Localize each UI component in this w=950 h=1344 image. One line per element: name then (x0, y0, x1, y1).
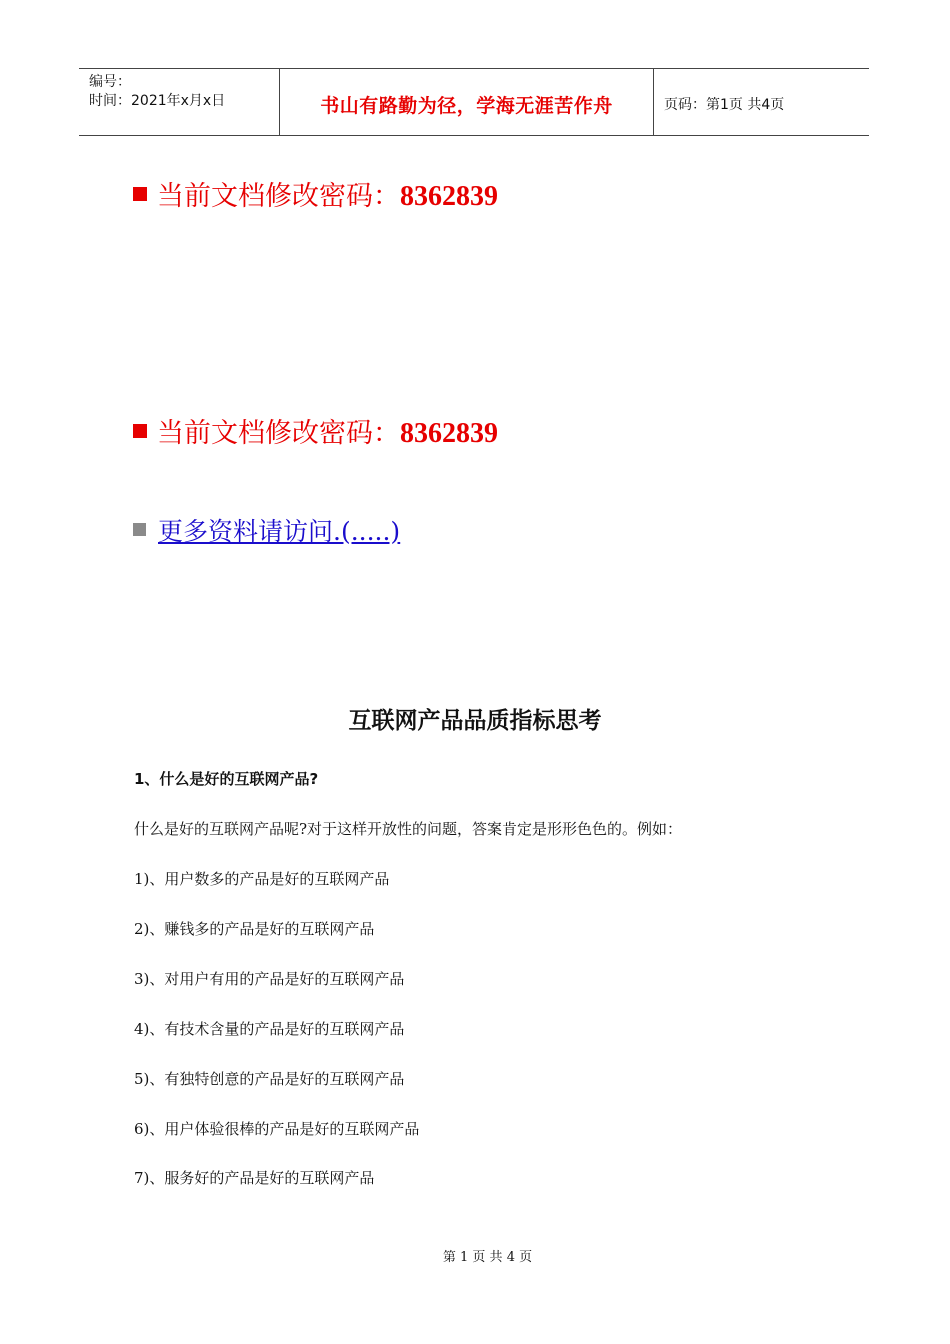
header-page-cell (654, 69, 869, 135)
document-title: 互联网产品品质指标思考 (348, 708, 602, 734)
header-motto-cell (280, 69, 654, 135)
password-notice (133, 411, 498, 450)
header-meta-cell (79, 69, 280, 135)
section-intro: 什么是好的互联网产品呢?对于这样开放性的问题，答案肯定是形形色色的。例如： (134, 820, 683, 838)
red-square-bullet-icon (133, 187, 147, 201)
list-item: 6)、用户体验很棒的产品是好的互联网产品 (134, 1120, 420, 1138)
notice-text: 当前文档修改密码： (157, 181, 400, 212)
list-item: 4)、有技术含量的产品是好的互联网产品 (134, 1020, 405, 1038)
page-header (79, 68, 869, 136)
page-footer: 第 1 页 共 4 页 (442, 1250, 533, 1265)
list-item: 5)、有独特创意的产品是好的互联网产品 (134, 1070, 405, 1088)
list-item: 3)、对用户有用的产品是好的互联网产品 (134, 970, 405, 988)
list-item: 7)、服务好的产品是好的互联网产品 (134, 1169, 375, 1187)
list-item: 2)、赚钱多的产品是好的互联网产品 (134, 920, 375, 938)
more-resources-link[interactable]: 更多资料请访问.(.....) (158, 517, 401, 546)
page-info: 页码：第1页 共4页 (664, 97, 785, 113)
red-square-bullet-icon (133, 424, 147, 438)
time-label: 时间：2021年x月x日 (89, 93, 226, 109)
notice-code: 8362839 (400, 418, 498, 449)
section-heading: 1、什么是好的互联网产品? (134, 770, 319, 788)
notice-code: 8362839 (400, 181, 498, 212)
number-label: 编号： (89, 74, 131, 90)
list-item: 1)、用户数多的产品是好的互联网产品 (134, 870, 390, 888)
notice-text: 当前文档修改密码： (157, 418, 400, 449)
motto: 书山有路勤为径，学海无涯苦作舟 (320, 95, 613, 117)
password-notice (133, 174, 498, 213)
gray-square-bullet-icon (133, 523, 146, 536)
more-resources (133, 512, 400, 548)
